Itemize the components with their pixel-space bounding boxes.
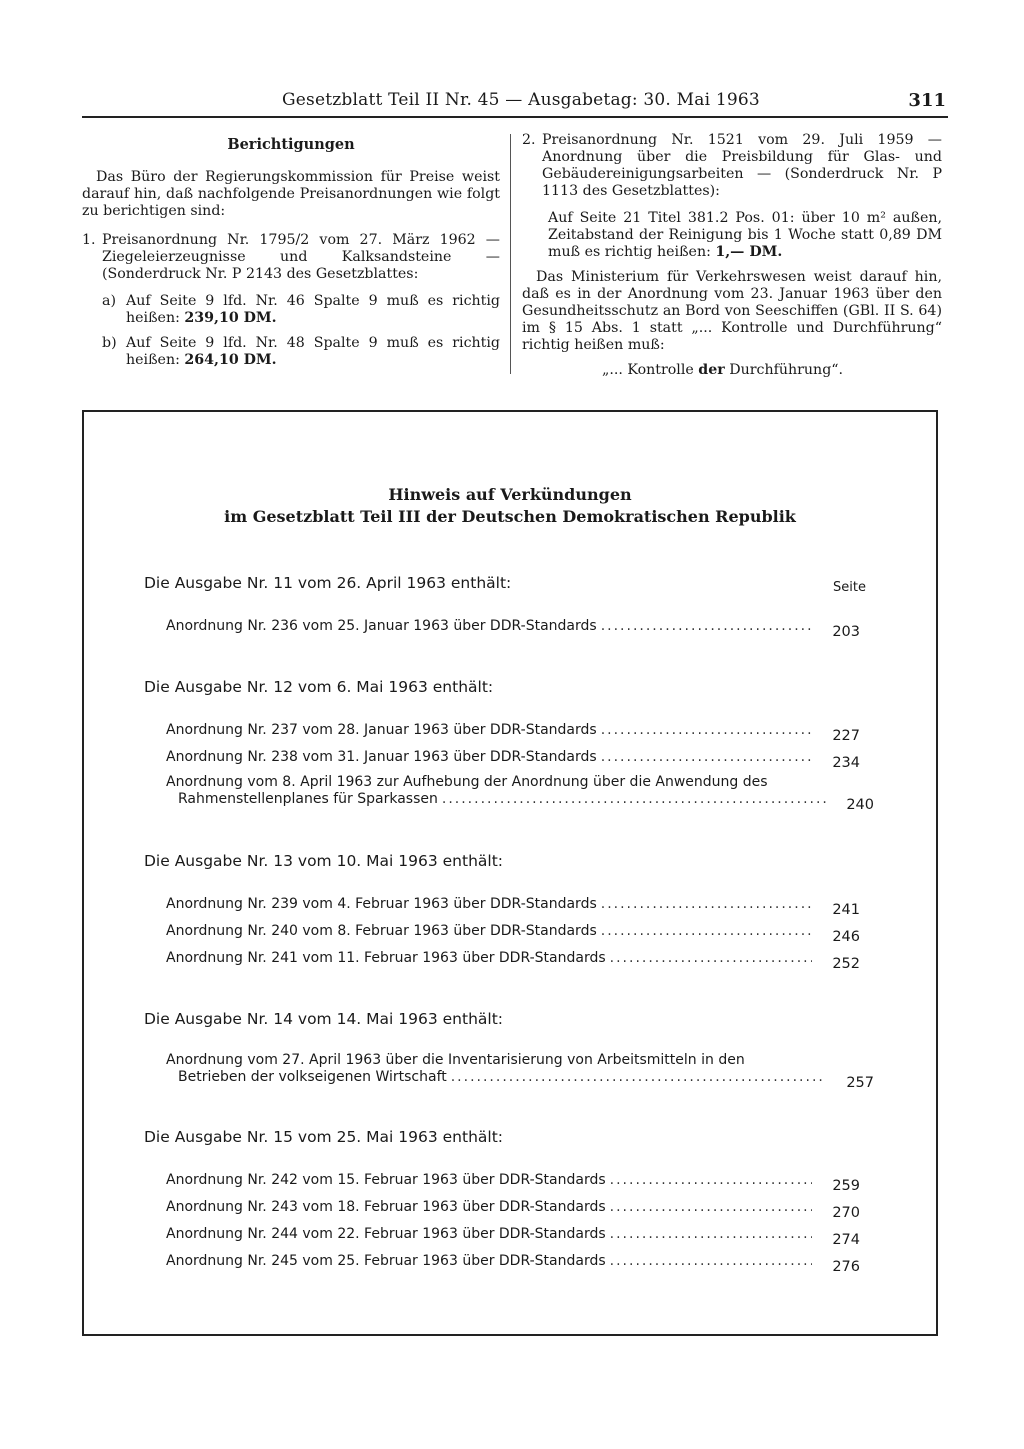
entry-title-line-1: Anordnung vom 27. April 1963 über die Inventarisierung von Arbeitsmitteln in den <box>166 1052 745 1068</box>
hinweis-title-line-2: im Gesetzblatt Teil III der Deutschen Demokratischen Republik <box>224 507 796 526</box>
hinweis-box <box>82 410 938 1336</box>
quote-bold: der <box>698 362 725 378</box>
toc-entry <box>166 950 860 972</box>
toc-entry <box>166 1199 860 1221</box>
right-column <box>522 132 942 379</box>
correction-item-2 <box>522 132 942 200</box>
toc-entry <box>166 722 860 744</box>
item-text: Preisanordnung Nr. 1795/2 vom 27. März 1962 — Ziegeleierzeugnisse und Kalksandsteine — (Sonderdruck Nr. P 2143 des Gesetzblattes: <box>102 232 500 282</box>
entry-page: 257 <box>846 1075 874 1091</box>
leader-dots <box>451 1069 826 1086</box>
entry-page: 227 <box>832 728 860 744</box>
entry-page: 240 <box>846 797 874 813</box>
leader-dots <box>610 1226 812 1243</box>
entry-page: 259 <box>832 1178 860 1194</box>
entry-title: Anordnung Nr. 237 vom 28. Januar 1963 über DDR-Standards <box>166 722 597 738</box>
leader-dots <box>601 923 812 940</box>
section-title: Berichtigungen <box>227 136 355 153</box>
leader-dots <box>610 1172 812 1189</box>
entry-page: 274 <box>832 1232 860 1248</box>
entry-title: Anordnung Nr. 245 vom 25. Februar 1963 über DDR-Standards <box>166 1253 606 1269</box>
toc-entry <box>166 923 860 945</box>
correction-item-1 <box>82 232 500 283</box>
entry-title: Anordnung Nr. 242 vom 15. Februar 1963 über DDR-Standards <box>166 1172 606 1188</box>
toc-entry <box>166 1253 860 1275</box>
subitem-label: b) <box>102 335 117 351</box>
subitem-label: a) <box>102 293 116 309</box>
subitem-value: 264,10 DM. <box>184 352 277 368</box>
leader-dots <box>601 896 812 913</box>
header-title: Gesetzblatt Teil II Nr. 45 — Ausgabetag: 30. Mai 1963 <box>282 90 760 110</box>
seite-column-label: Seite <box>833 580 866 595</box>
entry-title: Anordnung Nr. 240 vom 8. Februar 1963 über DDR-Standards <box>166 923 597 939</box>
toc-entry <box>166 749 860 771</box>
detail-text: Auf Seite 21 Titel 381.2 Pos. 01: über 10 m² außen, Zeitabstand der Reinigung bis 1 Woche statt 0,89 DM muß es richtig heißen: <box>548 210 942 260</box>
entry-title: Anordnung Nr. 236 vom 25. Januar 1963 über DDR-Standards <box>166 618 597 634</box>
subitem-value: 239,10 DM. <box>184 310 277 326</box>
entry-page: 246 <box>832 929 860 945</box>
intro-paragraph: Das Büro der Regierungskommission für Preise weist darauf hin, daß nachfolgende Preisanordnungen wie folgt zu berichtigen sind: <box>82 169 500 219</box>
column-divider <box>510 134 511 374</box>
entry-title: Anordnung Nr. 239 vom 4. Februar 1963 über DDR-Standards <box>166 896 597 912</box>
toc-entry <box>166 618 860 640</box>
item-text: Preisanordnung Nr. 1521 vom 29. Juli 1959 — Anordnung über die Preisbildung für Glas- und Gebäudereinigungsarbeiten — (Sonderdruck Nr. P 1113 des Gesetzblattes): <box>542 132 942 199</box>
correction-subitem-a <box>102 293 500 327</box>
toc-entry <box>166 1226 860 1248</box>
entry-page: 276 <box>832 1259 860 1275</box>
correction-detail <box>548 210 942 261</box>
issue-heading: Die Ausgabe Nr. 15 vom 25. Mai 1963 enthält: <box>144 1128 503 1146</box>
toc-entry <box>166 896 860 918</box>
subitem-text: Auf Seite 9 lfd. Nr. 46 Spalte 9 muß es richtig heißen: <box>126 293 500 326</box>
leader-dots <box>610 1253 812 1270</box>
leader-dots <box>610 1199 812 1216</box>
issue-heading: Die Ausgabe Nr. 13 vom 10. Mai 1963 enthält: <box>144 852 503 870</box>
leader-dots <box>442 791 826 808</box>
entry-page: 270 <box>832 1205 860 1221</box>
quote-pre: „... Kontrolle <box>602 362 699 378</box>
detail-value: 1,— DM. <box>715 244 783 260</box>
leader-dots <box>601 749 812 766</box>
entry-title-line-2-row <box>164 791 874 813</box>
ministry-note: Das Ministerium für Verkehrswesen weist darauf hin, daß es in der Anordnung vom 23. Januar 1963 über den Gesundheitsschutz an Bord von Seeschiffen (GBl. II S. 64) im § 15 Abs. 1 statt „... Kontrolle und Durchführung“ richtig heißen muß: <box>522 269 942 353</box>
issue-heading: Die Ausgabe Nr. 12 vom 6. Mai 1963 enthält: <box>144 678 494 696</box>
entry-title-line-1: Anordnung vom 8. April 1963 zur Aufhebung der Anordnung über die Anwendung des <box>166 774 768 790</box>
berichtigungen-column <box>82 132 500 377</box>
page-header <box>82 86 948 118</box>
leader-dots <box>601 618 812 635</box>
entry-title-line-2: Betrieben der volkseigenen Wirtschaft <box>178 1069 447 1085</box>
item-number: 1. <box>82 232 96 248</box>
issue-heading: Die Ausgabe Nr. 11 vom 26. April 1963 enthält: <box>144 574 512 592</box>
hinweis-title-line-1: Hinweis auf Verkündungen <box>388 485 632 504</box>
entry-page: 203 <box>832 624 860 640</box>
hinweis-title <box>84 484 936 528</box>
correction-subitem-b <box>102 335 500 369</box>
item-number: 2. <box>522 132 536 148</box>
subitem-text: Auf Seite 9 lfd. Nr. 48 Spalte 9 muß es richtig heißen: <box>126 335 500 368</box>
entry-title: Anordnung Nr. 244 vom 22. Februar 1963 über DDR-Standards <box>166 1226 606 1242</box>
issue-heading: Die Ausgabe Nr. 14 vom 14. Mai 1963 enthält: <box>144 1010 503 1028</box>
correction-quote <box>602 362 942 379</box>
leader-dots <box>601 722 812 739</box>
entry-page: 234 <box>832 755 860 771</box>
entry-page: 241 <box>832 902 860 918</box>
page-number: 311 <box>908 90 946 111</box>
quote-post: Durchführung“. <box>724 362 844 378</box>
leader-dots <box>610 950 812 967</box>
entry-title-line-2-row <box>164 1069 874 1091</box>
entry-title: Anordnung Nr. 238 vom 31. Januar 1963 über DDR-Standards <box>166 749 597 765</box>
entry-title: Anordnung Nr. 241 vom 11. Februar 1963 über DDR-Standards <box>166 950 606 966</box>
toc-entry <box>166 1172 860 1194</box>
toc-entry-multiline <box>164 1052 874 1091</box>
entry-title-line-2: Rahmenstellenplanes für Sparkassen <box>178 791 438 807</box>
entry-page: 252 <box>832 956 860 972</box>
entry-title: Anordnung Nr. 243 vom 18. Februar 1963 über DDR-Standards <box>166 1199 606 1215</box>
toc-entry-multiline <box>164 774 874 813</box>
